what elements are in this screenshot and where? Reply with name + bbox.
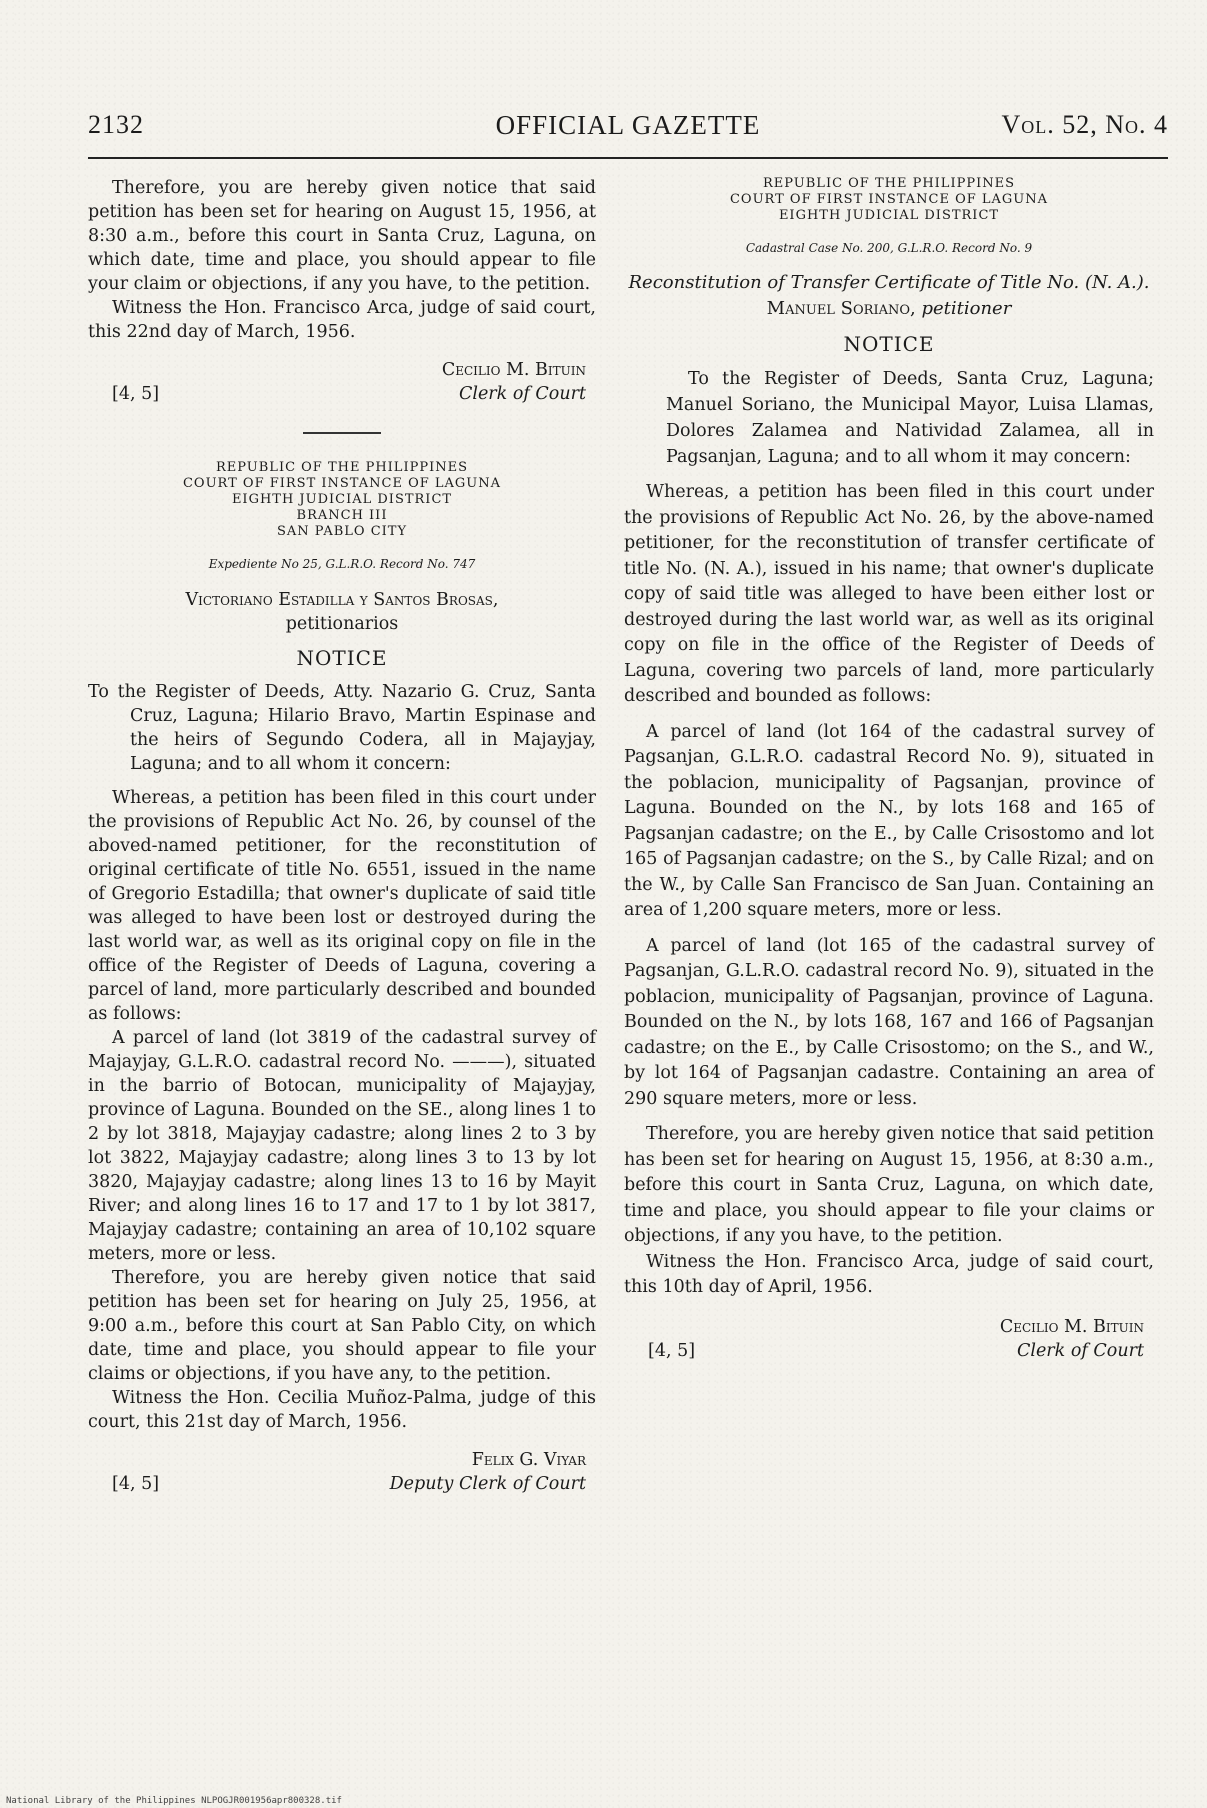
court-line: REPUBLIC OF THE PHILIPPINES [216,460,468,475]
court-line: EIGHTH JUDICIAL DISTRICT [231,492,453,507]
court-line: COURT OF FIRST INSTANCE OF LAGUNA [182,476,502,491]
left-column [88,176,596,1496]
petitioner-name: Manuel Soriano, [766,298,916,319]
court-line: SAN PABLO CITY [276,524,408,539]
addressees: To the Register of Deeds, Santa Cruz, Laguna; Manuel Soriano, the Municipal Mayor, Luisa Llamas, Dolores Zalamea and Natividad Zalamea, all in Pagsanjan, Laguna; and to all whom it may concern: [666,369,1154,467]
section-divider [303,432,381,434]
petitioner-label: petitioner [921,298,1012,319]
whereas-paragraph: Whereas, a petition has been filed in this court under the provisions of Republic Act No. 26, by counsel of the aboved-named petitioner, for the reconstitution of original certificate of title No. 6551, issued in the name of Gregorio Estadilla; that owner's duplicate of said title was alleged to have been lost or destroyed during the last world war, as well as its original copy on file in the office of the Register of Deeds of Laguna, covering a parcel of land, more particularly described and bounded as follows: [88,788,596,1024]
court-heading [88,460,596,540]
publication-title: OFFICIAL GAZETTE [495,110,761,140]
hearing-paragraph: Therefore, you are hereby given notice that said petition has been set for hearing on July 25, 1956, at 9:00 a.m., before this court at San Pablo City, on which date, time and place, you should appear to file your claims or objections, if you have any, to the petition. [88,1268,596,1384]
parties: Victoriano Estadilla y Santos Brosas, [185,590,499,610]
signer-name: Cecilio M. Bituin [441,360,586,380]
case-title [624,270,1154,322]
parties-role: petitionarios [285,614,399,634]
page-number: 2132 [88,110,144,139]
addressees: To the Register of Deeds, Atty. Nazario G. Cruz, Santa Cruz, Laguna; Hilario Bravo, Martin Espinase and the heirs of Segundo Codera, all in Majayjay, Laguna; and to all whom it concern: [88,682,596,774]
court-line: BRANCH III [296,508,388,523]
volume-issue: Vol. 52, No. 4 [1001,110,1168,139]
hearing-paragraph: Therefore, you are hereby given notice that said petition has been set for hearing on August 15, 1956, at 8:30 a.m., before this court in Santa Cruz, Laguna, on which date, time and place, you should appear to file your claims or objections, if any you have, to the petition. [624,1124,1154,1246]
signature-block [88,358,596,406]
parcel-description: A parcel of land (lot 3819 of the cadastral survey of Majayjay, G.L.R.O. cadastral record No. ———), situated in the barrio of Botocan, municipality of Majayjay, province of Laguna. Bounded on the SE., along lines 1 to 2 by lot 3818, Majayjay cadastre; along lines 2 to 3 by lot 3822, Majayjay cadastre; along lines 3 to 13 by lot 3820, Majayjay cadastre; along lines 13 to 16 by Mayit River; and along lines 16 to 17 and 17 to 1 by lot 3817, Majayjay cadastre; containing an area of 10,102 square meters, more or less. [88,1028,596,1264]
whereas-paragraph: Whereas, a petition has been filed in this court under the provisions of Republic Act No. 26, by the above-named petitioner, for the reconstitution of transfer certificate of title No. (N. A.), issued in his name; that owner's duplicate copy of said title was alleged to have been either lost or destroyed during the last world war, as well as its original copy on file in the office of the Register of Deeds of Laguna, covering two parcels of land, more particularly described and bounded as follows: [624,482,1154,706]
signer-role: Clerk of Court [458,384,586,404]
case-title-italic: Reconstitution of Transfer Certificate of Title No. (N. A.). [628,272,1150,293]
signer-name: Felix G. Viyar [471,1450,586,1470]
court-line: COURT OF FIRST INSTANCE OF LAGUNA [729,192,1049,207]
record-number: Cadastral Case No. 200, G.L.R.O. Record No. 9 [745,241,1033,255]
notice-title: NOTICE [843,332,935,356]
notice-title: NOTICE [296,646,388,670]
signer-role: Deputy Clerk of Court [389,1474,586,1494]
witness-paragraph: Witness the Hon. Francisco Arca, judge of said court, this 22nd day of March, 1956. [88,298,596,342]
issue-ref: [4, 5] [648,1340,696,1361]
signature-block [88,1448,596,1496]
signer-name: Cecilio M. Bituin [999,1316,1144,1337]
notice-paragraph: Therefore, you are hereby given notice that said petition has been set for hearing on August 15, 1956, at 8:30 a.m., before this court in Santa Cruz, Laguna, on which date, time and place, you should appear to file your claim or objections, if any you have, to the petition. [88,178,596,294]
witness-paragraph: Witness the Hon. Cecilia Muñoz-Palma, judge of this court, this 21st day of March, 1956. [88,1388,596,1432]
signature-block [624,1315,1154,1363]
court-line: EIGHTH JUDICIAL DISTRICT [778,208,1000,223]
court-heading [624,176,1154,224]
page-header [88,110,1168,150]
right-column [624,176,1154,1363]
issue-ref: [4, 5] [112,1474,160,1494]
record-number: Expediente No 25, G.L.R.O. Record No. 747 [208,557,476,571]
parcel-description: A parcel of land (lot 165 of the cadastral survey of Pagsanjan, G.L.R.O. cadastral record No. 9), situated in the poblacion, municipality of Pagsanjan, province of Laguna. Bounded on the N., by lots 168, 167 and 166 of Pagsanjan cadastre; on the E., by Calle Crisostomo; on the S., and W., by lot 164 of Pagsanjan cadastre. Containing an area of 290 square meters, more or less. [624,935,1154,1109]
scan-footer: National Library of the Philippines NLPOGJR001956apr800328.tif [6,1796,342,1806]
signer-role: Clerk of Court [1016,1340,1144,1361]
parcel-description: A parcel of land (lot 164 of the cadastral survey of Pagsanjan, G.L.R.O. cadastral Record No. 9), situated in the poblacion, municipality of Pagsanjan, province of Laguna. Bounded on the N., by lots 168 and 165 of Pagsanjan cadastre; on the E., by Calle Crisostomo and lot 165 of Pagsanjan cadastre; on the S., by Calle Rizal; and on the W., by Calle San Francisco de San Juan. Containing an area of 1,200 square meters, more or less. [624,721,1154,920]
header-rule [88,157,1168,159]
witness-paragraph: Witness the Hon. Francisco Arca, judge of said court, this 10th day of April, 1956. [624,1251,1154,1297]
court-line: REPUBLIC OF THE PHILIPPINES [763,176,1015,191]
issue-ref: [4, 5] [112,384,160,404]
